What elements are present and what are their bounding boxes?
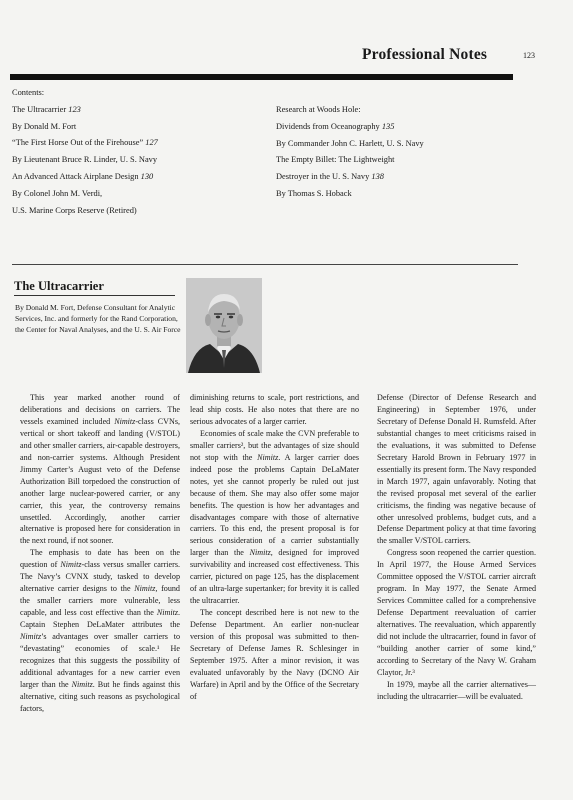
article-title-rule bbox=[14, 295, 175, 296]
contents-entry-title bbox=[12, 102, 158, 119]
article-column-2 bbox=[190, 392, 359, 703]
article-paragraph: Economies of scale make the CVN preferable to smaller carriers², but the advantages of size should not stop with the Nimitz. A larger carrier does indeed pose the problems Captain DeLaMater notes, yet she cannot properly be ruled out just because of them. She may also offer some major benefits. The question is how her advantages and disadvantages compare with those of alternative carriers. To this end, the present proposal is for serious consideration of a carrier substantially larger than the Nimitz, designed for improved survivability and increased cost effectiveness. This carrier, pictured on page 125, has the displacement of an ultra-large supertanker; for brevity it is called the ultracarrier. bbox=[190, 428, 359, 606]
contents-entry-title bbox=[276, 102, 424, 119]
contents-entry-title bbox=[276, 169, 424, 186]
author-photo bbox=[186, 278, 262, 373]
contents-title: Destroyer in the U. S. Navy bbox=[276, 172, 370, 182]
article-column-3 bbox=[377, 392, 536, 703]
article-paragraph: diminishing returns to scale, port restrictions, and lead ship costs. He also notes that there are no serious advocates of a larger carrier. bbox=[190, 393, 359, 426]
contents-page-number: 130 bbox=[138, 171, 154, 181]
contents-heading: Contents: bbox=[12, 88, 45, 97]
article-column-1 bbox=[20, 392, 180, 715]
contents-entry-title bbox=[12, 169, 158, 186]
contents-entry-title bbox=[276, 152, 424, 169]
contents-entry-author: By Commander John C. Harlett, U. S. Navy bbox=[276, 138, 424, 148]
page-number: 123 bbox=[523, 51, 535, 60]
contents-entry-author: By Thomas S. Hoback bbox=[276, 188, 352, 198]
contents-page-number: 123 bbox=[66, 104, 81, 114]
contents-entry-author: By Donald M. Fort bbox=[12, 121, 77, 131]
contents-page-number: 135 bbox=[379, 121, 395, 131]
article-paragraph: The emphasis to date has been on the question of Nimitz-class versus smaller carriers. The Navy’s CVNX study, tasked to develop alternative carrier designs to the Nimitz, found the smaller carriers more vulnerable, less capable, and less cost effective than the Nimitz. Captain Stephen DeLaMater attributes the Nimitz’s advantages over smaller carriers to “devastating” economies of scale.¹ He recognizes that this suggests the possibility of additional advantages for a new carrier even larger than the Nimitz. But he finds against this alternative, citing such reasons as psychological factors, bbox=[20, 548, 181, 713]
author-portrait-image bbox=[186, 278, 262, 373]
contents-title: Dividends from Oceanography bbox=[276, 121, 380, 131]
header-rule bbox=[10, 74, 513, 80]
section-title: Professional Notes bbox=[362, 46, 488, 63]
contents-entry-title bbox=[276, 119, 424, 136]
contents-entry-title bbox=[12, 135, 158, 152]
contents-page-number: 138 bbox=[369, 172, 384, 182]
contents-left bbox=[12, 85, 158, 219]
contents-title: An Advanced Attack Airplane Design bbox=[12, 171, 139, 181]
article-paragraph: In 1979, maybe all the carrier alternatives—including the ultracarrier—will be evaluated. bbox=[377, 679, 536, 701]
article-paragraph: Defense (Director of Defense Research and Engineering) in September 1976, under Secretary of Defense Donald H. Rumsfeld. After substantial changes to meet criticisms raised in the evaluations, it was submitted to Defense Secretary Harold Brown in February 1977 in essentially its present form. The Navy responded in March 1977, again unfavorably. Noting that the revised proposal met several of the earlier criticisms, the finding was negative because of other unresolved problems, budget cuts, and a Defense Department policy at that time favoring the smaller V/STOL carriers. bbox=[377, 393, 536, 546]
article-paragraph: Congress soon reopened the carrier question. In April 1977, the House Armed Services Committee opposed the V/STOL carrier aircraft program. In May 1977, the Senate Armed Services Committee called for a comprehensive Defense Department reevaluation of carrier alternatives. The reevaluation, which apparently did not include the ultracarrier, found in favor of “building another carrier of some kind,” according to Secretary of the Navy W. Graham Claytor, Jr.³ bbox=[377, 548, 536, 677]
contents-entry-author: By Colonel John M. Verdi, bbox=[12, 188, 103, 198]
contents-title: The Empty Billet: The Lightweight bbox=[276, 155, 395, 165]
contents-title: The Ultracarrier bbox=[12, 104, 67, 114]
article-byline: By Donald M. Fort, Defense Consultant for Analytic Services, Inc. and formerly for the Rand Corporation, the Center for Naval Analyses, and the U. S. Air Force bbox=[15, 303, 181, 335]
divider-rule bbox=[12, 264, 518, 265]
article-title: The Ultracarrier bbox=[14, 279, 104, 293]
contents-title: “The First Horse Out of the Firehouse” bbox=[12, 138, 144, 148]
contents-right bbox=[276, 102, 424, 203]
article-paragraph: This year marked another round of deliberations and decisions on carriers. The vessels examined included Nimitz-class CVNs, vertical or short takeoff and landing (V/STOL) and other smaller carriers, air-capable destroyers, and non-carrier systems. Although President Jimmy Carter’s August veto of the Defense Authorization Bill torpedoed the construction of another large nuclear-powered carrier, or any carrier, this year, the controversy remains unsettled. Accordingly, another carrier alternative is proposed here for consideration in the next round, if not sooner. bbox=[20, 393, 180, 546]
contents-entry-author: U.S. Marine Corps Reserve (Retired) bbox=[12, 205, 137, 215]
contents-page-number: 127 bbox=[143, 138, 158, 148]
contents-title: Research at Woods Hole: bbox=[276, 105, 361, 114]
article-paragraph: The concept described here is not new to the Defense Department. An earlier non-nuclear version of this proposal was submitted to then-Secretary of Defense James R. Schlesinger in September 1975. After a minor revision, it was evaluated unfavorably by the Navy (DCNO Air Warfare) in April and by the Office of the Secretary of bbox=[190, 608, 359, 701]
contents-entry-author: By Lieutenant Bruce R. Linder, U. S. Navy bbox=[12, 155, 158, 165]
